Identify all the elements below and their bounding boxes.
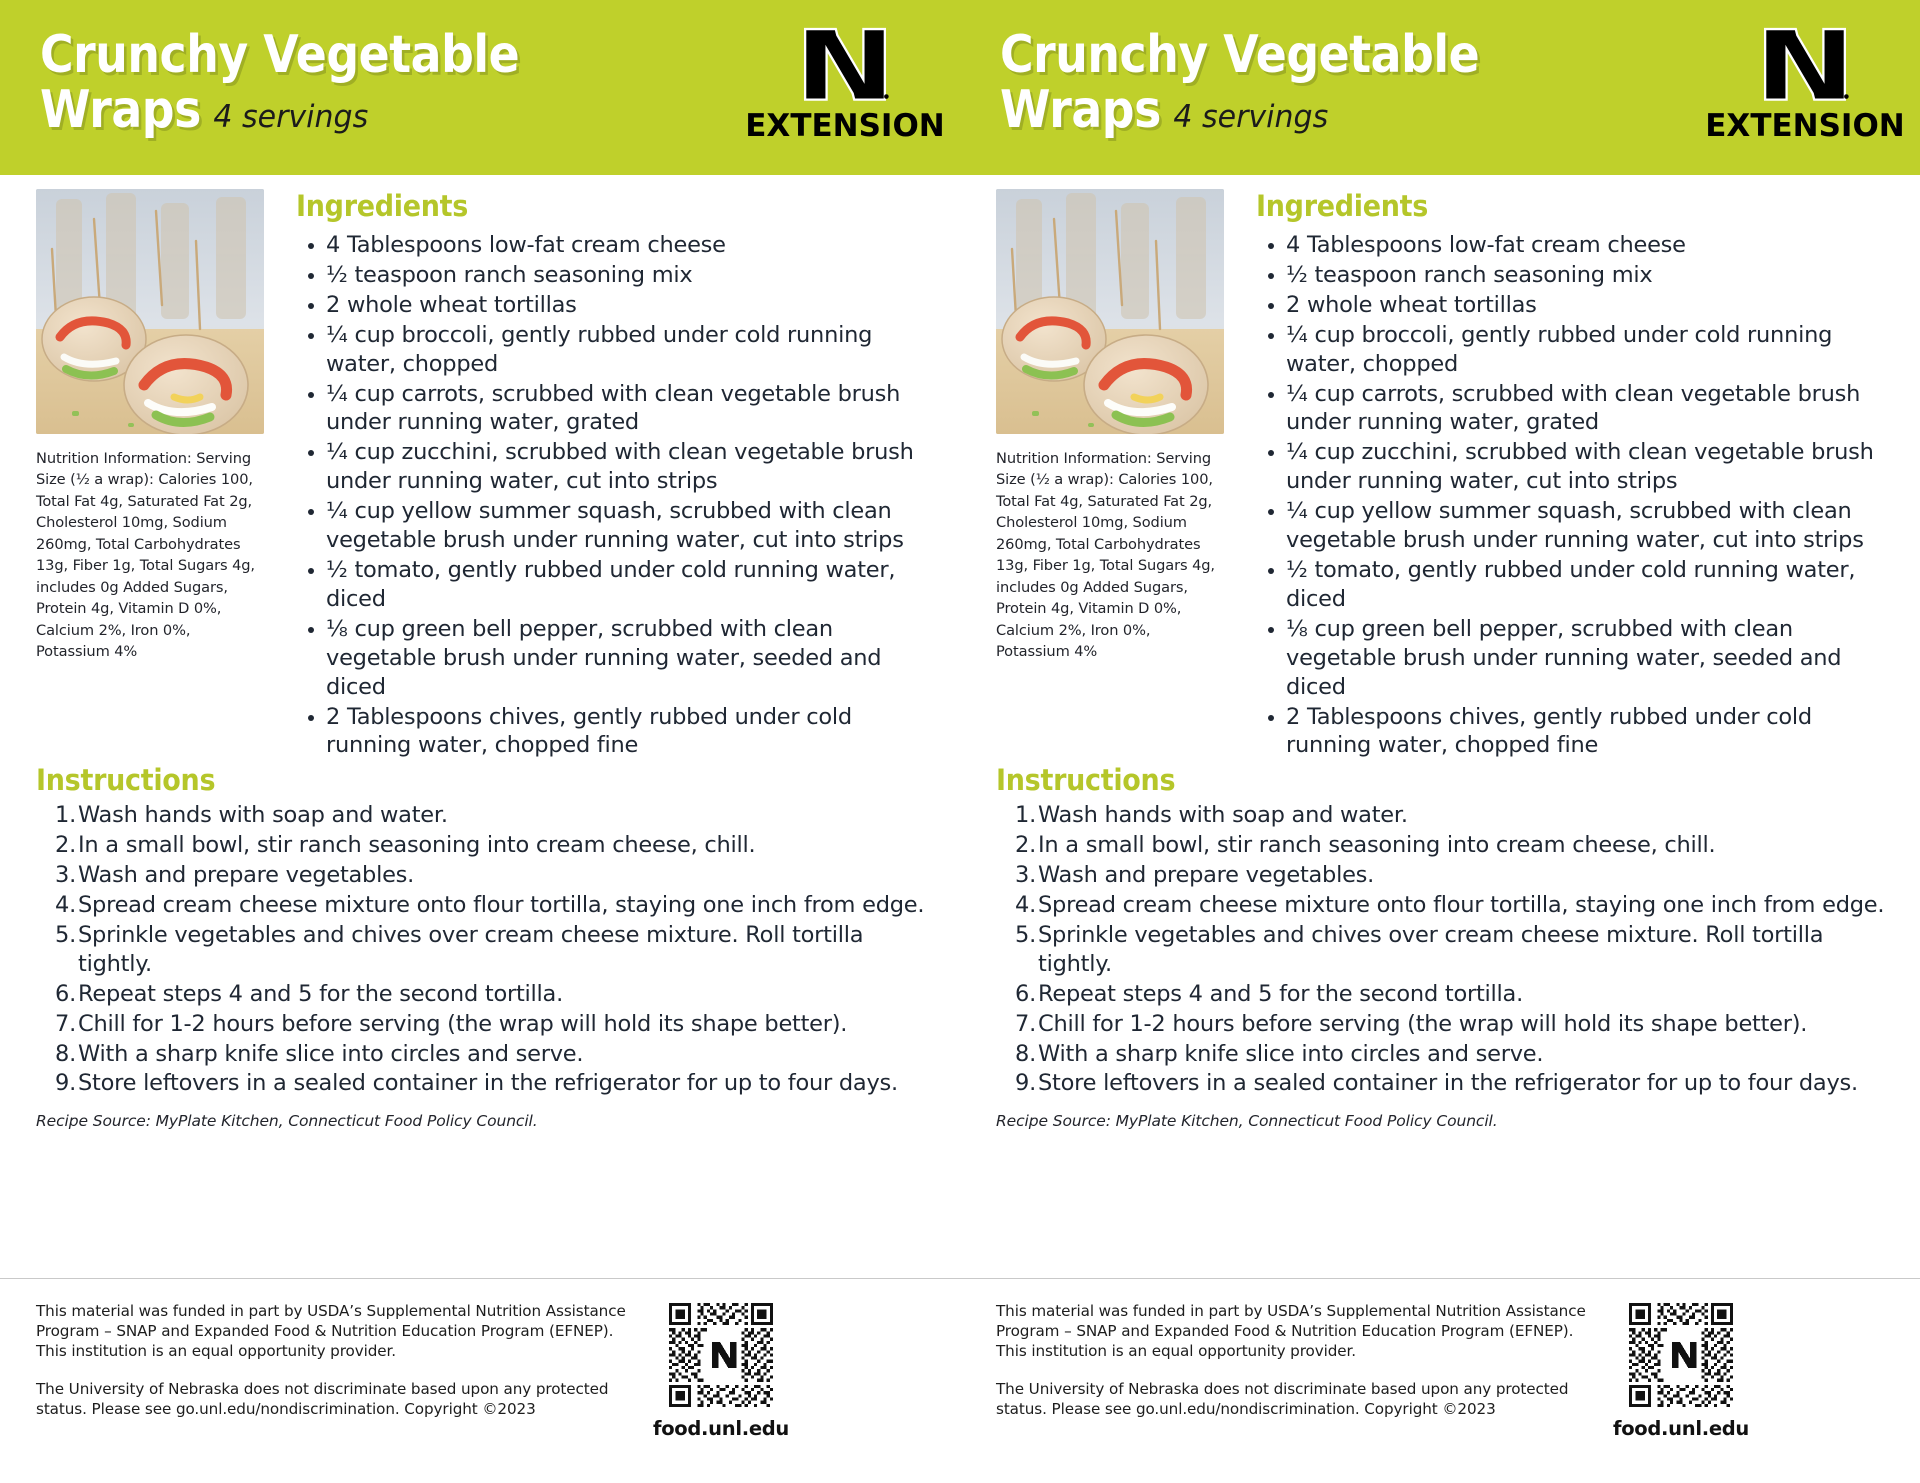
list-item: ⅛ cup green bell pepper, scrubbed with clean vegetable brush under running water, seeded and diced [296,615,938,702]
nutrition-information: Nutrition Information: Serving Size (½ a wrap): Calories 100, Total Fat 4g, Saturated Fat 2g, Cholesterol 10mg, Sodium 260mg, Total Carbohydrates 13g, Fiber 1g, Total Sugars 4g, includes 0g Added Sugars, Protein 4g, Vitamin D 0%, Calcium 2%, Iron 0%, Potassium 4% [36,450,255,660]
list-item: ¼ cup zucchini, scrubbed with clean vegetable brush under running water, cut into strips [296,438,938,496]
footer-disclaimers [996,1301,1596,1419]
left-column [960,189,1230,761]
recipe-title-line-1: Crunchy Vegetable [40,25,520,85]
ingredients-list [1256,231,1898,760]
extension-wordmark: EXTENSION [1705,108,1905,144]
list-item: Wash hands with soap and water. [1038,802,1408,829]
instructions-list [996,801,1894,1098]
qr-label: food.unl.edu [1613,1417,1749,1440]
funding-statement: This material was funded in part by USDA’s Supplemental Nutrition Assistance Program – SNAP and Expanded Food & Nutrition Education Program (EFNEP). This institution is an equal opportunity provider. [36,1302,626,1361]
extension-logo [1705,26,1905,144]
list-item: In a small bowl, stir ranch seasoning into cream cheese, chill. [1038,832,1716,859]
footer-disclaimers [36,1301,636,1419]
list-item: Spread cream cheese mixture onto flour tortilla, staying one inch from edge. [1038,892,1885,919]
recipe-source: Recipe Source: MyPlate Kitchen, Connecticut Food Policy Council. [996,1112,1498,1131]
instructions-block [960,763,1920,1098]
recipe-title-line-2-row [40,80,519,141]
header-title-wrap [0,24,585,141]
instructions-heading: Instructions [996,763,1176,798]
card-body [960,175,1920,1483]
list-item: Spread cream cheese mixture onto flour tortilla, staying one inch from edge. [78,892,925,919]
right-column [270,189,960,761]
list-item: ¼ cup carrots, scrubbed with clean vegetable brush under running water, grated [1256,380,1898,438]
instructions-block [0,763,960,1098]
card-header [0,0,960,175]
list-item: 2 Tablespoons chives, gently rubbed under cold running water, chopped fine [296,703,938,761]
right-column [1230,189,1920,761]
list-item: ¼ cup yellow summer squash, scrubbed with clean vegetable brush under running water, cut into strips [296,497,938,555]
funding-statement: This material was funded in part by USDA’s Supplemental Nutrition Assistance Program – SNAP and Expanded Food & Nutrition Education Program (EFNEP). This institution is an equal opportunity provider. [996,1302,1586,1361]
extension-wordmark: EXTENSION [745,108,945,144]
recipe-title-line-2: Wraps [1000,80,1161,141]
card-footer [960,1278,1920,1483]
nutrition-information: Nutrition Information: Serving Size (½ a wrap): Calories 100, Total Fat 4g, Saturated Fat 2g, Cholesterol 10mg, Sodium 260mg, Total Carbohydrates 13g, Fiber 1g, Total Sugars 4g, includes 0g Added Sugars, Protein 4g, Vitamin D 0%, Calcium 2%, Iron 0%, Potassium 4% [996,450,1215,660]
list-item: Repeat steps 4 and 5 for the second tortilla. [78,980,563,1007]
list-item: 2 Tablespoons chives, gently rubbed under cold running water, chopped fine [1256,703,1898,761]
list-item: ½ tomato, gently rubbed under cold running water, diced [1256,556,1898,614]
list-item: ¼ cup broccoli, gently rubbed under cold running water, chopped [1256,321,1898,379]
card-header [960,0,1920,175]
ingredients-heading: Ingredients [296,189,469,223]
list-item: Repeat steps 4 and 5 for the second tortilla. [1038,980,1523,1007]
extension-logo [745,26,945,144]
list-item: 4 Tablespoons low-fat cream cheese [296,231,938,260]
list-item: Chill for 1-2 hours before serving (the wrap will hold its shape better). [1038,1010,1808,1037]
list-item: 4 Tablespoons low-fat cream cheese [1256,231,1898,260]
header-title-wrap [960,24,1545,141]
qr-block[interactable] [1606,1301,1756,1440]
left-column [0,189,270,761]
content-columns [0,175,960,761]
instructions-list [36,801,934,1098]
list-item: ⅛ cup green bell pepper, scrubbed with clean vegetable brush under running water, seeded and diced [1256,615,1898,702]
instructions-heading: Instructions [36,763,216,798]
list-item: Sprinkle vegetables and chives over cream cheese mixture. Roll tortilla tightly. [78,921,864,977]
list-item: Chill for 1-2 hours before serving (the wrap will hold its shape better). [78,1010,848,1037]
qr-code-icon[interactable] [1629,1303,1733,1407]
card-footer [0,1278,960,1483]
list-item: ½ tomato, gently rubbed under cold running water, diced [296,556,938,614]
list-item: Store leftovers in a sealed container in the refrigerator for up to four days. [1038,1070,1858,1097]
list-item: ¼ cup carrots, scrubbed with clean vegetable brush under running water, grated [296,380,938,438]
nondiscrimination-statement: The University of Nebraska does not discriminate based upon any protected status. Please see go.unl.edu/nondiscrimination. Copyright ©2023 [996,1379,1569,1418]
list-item: 2 whole wheat tortillas [1256,291,1898,320]
list-item: Wash and prepare vegetables. [1038,862,1375,889]
nebraska-n-icon [799,26,891,104]
qr-block[interactable] [646,1301,796,1440]
nondiscrimination-statement: The University of Nebraska does not discriminate based upon any protected status. Please see go.unl.edu/nondiscrimination. Copyright ©2023 [36,1379,609,1418]
list-item: 2 whole wheat tortillas [296,291,938,320]
list-item: ½ teaspoon ranch seasoning mix [296,261,938,290]
qr-code-icon[interactable] [669,1303,773,1407]
recipe-card-right [960,0,1920,1483]
list-item: ¼ cup yellow summer squash, scrubbed with clean vegetable brush under running water, cut into strips [1256,497,1898,555]
list-item: In a small bowl, stir ranch seasoning into cream cheese, chill. [78,832,756,859]
ingredients-list [296,231,938,760]
list-item: ¼ cup zucchini, scrubbed with clean vegetable brush under running water, cut into strips [1256,438,1898,496]
servings-label: 4 servings [213,99,369,136]
list-item: With a sharp knife slice into circles and serve. [1038,1040,1544,1067]
list-item: ¼ cup broccoli, gently rubbed under cold running water, chopped [296,321,938,379]
recipe-title-line-1: Crunchy Vegetable [1000,25,1480,85]
list-item: ½ teaspoon ranch seasoning mix [1256,261,1898,290]
list-item: Store leftovers in a sealed container in the refrigerator for up to four days. [78,1070,898,1097]
list-item: Wash hands with soap and water. [78,802,448,829]
servings-label: 4 servings [1173,99,1329,136]
card-body [0,175,960,1483]
recipe-source: Recipe Source: MyPlate Kitchen, Connecticut Food Policy Council. [36,1112,538,1131]
recipe-photo [36,189,264,434]
recipe-title-line-2-row [1000,80,1479,141]
recipe-title-line-2: Wraps [40,80,201,141]
list-item: Sprinkle vegetables and chives over cream cheese mixture. Roll tortilla tightly. [1038,921,1824,977]
nebraska-n-icon [1759,26,1851,104]
list-item: Wash and prepare vegetables. [78,862,415,889]
list-item: With a sharp knife slice into circles and serve. [78,1040,584,1067]
content-columns [960,175,1920,761]
ingredients-heading: Ingredients [1256,189,1429,223]
recipe-photo [996,189,1224,434]
qr-label: food.unl.edu [653,1417,789,1440]
